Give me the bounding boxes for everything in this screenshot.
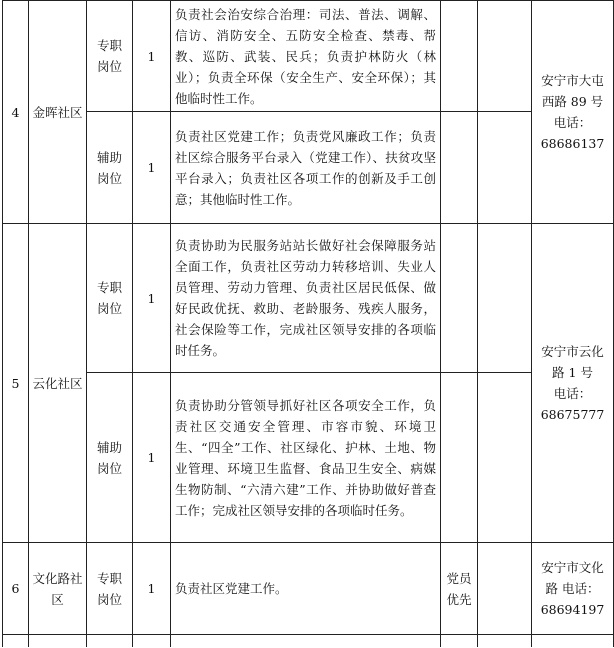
table-row bbox=[3, 543, 614, 635]
contact-info: 安宁市文化 路 电话： 68694197 bbox=[532, 543, 614, 635]
blank-cell bbox=[171, 635, 441, 648]
blank-cell bbox=[478, 373, 532, 543]
contact-info: 安宁市云化 路 1 号 电话： 68675777 bbox=[532, 224, 614, 543]
community-name: 云化社区 bbox=[29, 224, 87, 543]
position-count: 1 bbox=[133, 1, 171, 112]
requirement-cell bbox=[441, 224, 478, 373]
duty-description: 负责社区党建工作；负责党风廉政工作；负责社区综合服务平台录入（党建工作）、扶贫攻坚平台录入；负责社区各项工作的创新及手工创意；其他临时性工作。 bbox=[171, 112, 441, 224]
duty-description: 负责协助为民服务站站长做好社会保障服务站全面工作，负责社区劳动力转移培训、失业人员管理、劳动力管理、负责社区居民低保、做好民政优抚、救助、老龄服务、残疾人服务，社会保险等工作，完成社区领导安排的各项临时任务。 bbox=[171, 224, 441, 373]
blank-cell bbox=[133, 635, 171, 648]
table-row bbox=[3, 224, 614, 373]
requirement-cell bbox=[441, 1, 478, 112]
table-row bbox=[3, 373, 614, 543]
row-number: 6 bbox=[3, 543, 29, 635]
position-type: 专职 岗位 bbox=[87, 543, 133, 635]
position-count: 1 bbox=[133, 543, 171, 635]
blank-cell bbox=[478, 635, 532, 648]
requirement-cell bbox=[441, 112, 478, 224]
recruitment-table bbox=[2, 0, 614, 647]
position-count: 1 bbox=[133, 112, 171, 224]
requirement-cell bbox=[441, 373, 478, 543]
blank-cell bbox=[478, 224, 532, 373]
duty-description: 负责社会治安综合治理：司法、普法、调解、信访、消防安全、五防安全检查、禁毒、帮教、巡防、武装、民兵；负责护林防火（林业）；负责全环保（安全生产、安全环保）；其他临时性工作。 bbox=[171, 1, 441, 112]
table-row bbox=[3, 1, 614, 112]
table-row-partial bbox=[3, 635, 614, 648]
blank-cell bbox=[87, 635, 133, 648]
blank-cell bbox=[532, 635, 614, 648]
community-name: 文化路社 区 bbox=[29, 543, 87, 635]
row-number: 4 bbox=[3, 1, 29, 224]
blank-cell bbox=[478, 1, 532, 112]
position-type: 专职 岗位 bbox=[87, 1, 133, 112]
community-name: 金晖社区 bbox=[29, 1, 87, 224]
duty-description: 负责社区党建工作。 bbox=[171, 543, 441, 635]
blank-cell bbox=[478, 112, 532, 224]
position-type: 辅助 岗位 bbox=[87, 112, 133, 224]
requirement-cell: 党员 优先 bbox=[441, 543, 478, 635]
duty-description: 负责协助分管领导抓好社区各项安全工作，负责社区交通安全管理、市容市貌、环境卫生、“四全”工作、社区绿化、护林、土地、物业管理、环境卫生监督、食品卫生安全、病媒生物防制、“六清六建”工作、并协助做好普查工作；完成社区领导安排的各项临时任务。 bbox=[171, 373, 441, 543]
position-type: 专职 岗位 bbox=[87, 224, 133, 373]
contact-info: 安宁市大屯 西路 89 号 电话： 68686137 bbox=[532, 1, 614, 224]
blank-cell bbox=[478, 543, 532, 635]
blank-cell bbox=[441, 635, 478, 648]
row-number: 5 bbox=[3, 224, 29, 543]
position-type: 辅助 岗位 bbox=[87, 373, 133, 543]
position-count: 1 bbox=[133, 373, 171, 543]
table-row bbox=[3, 112, 614, 224]
position-count: 1 bbox=[133, 224, 171, 373]
blank-cell bbox=[3, 635, 29, 648]
blank-cell bbox=[29, 635, 87, 648]
